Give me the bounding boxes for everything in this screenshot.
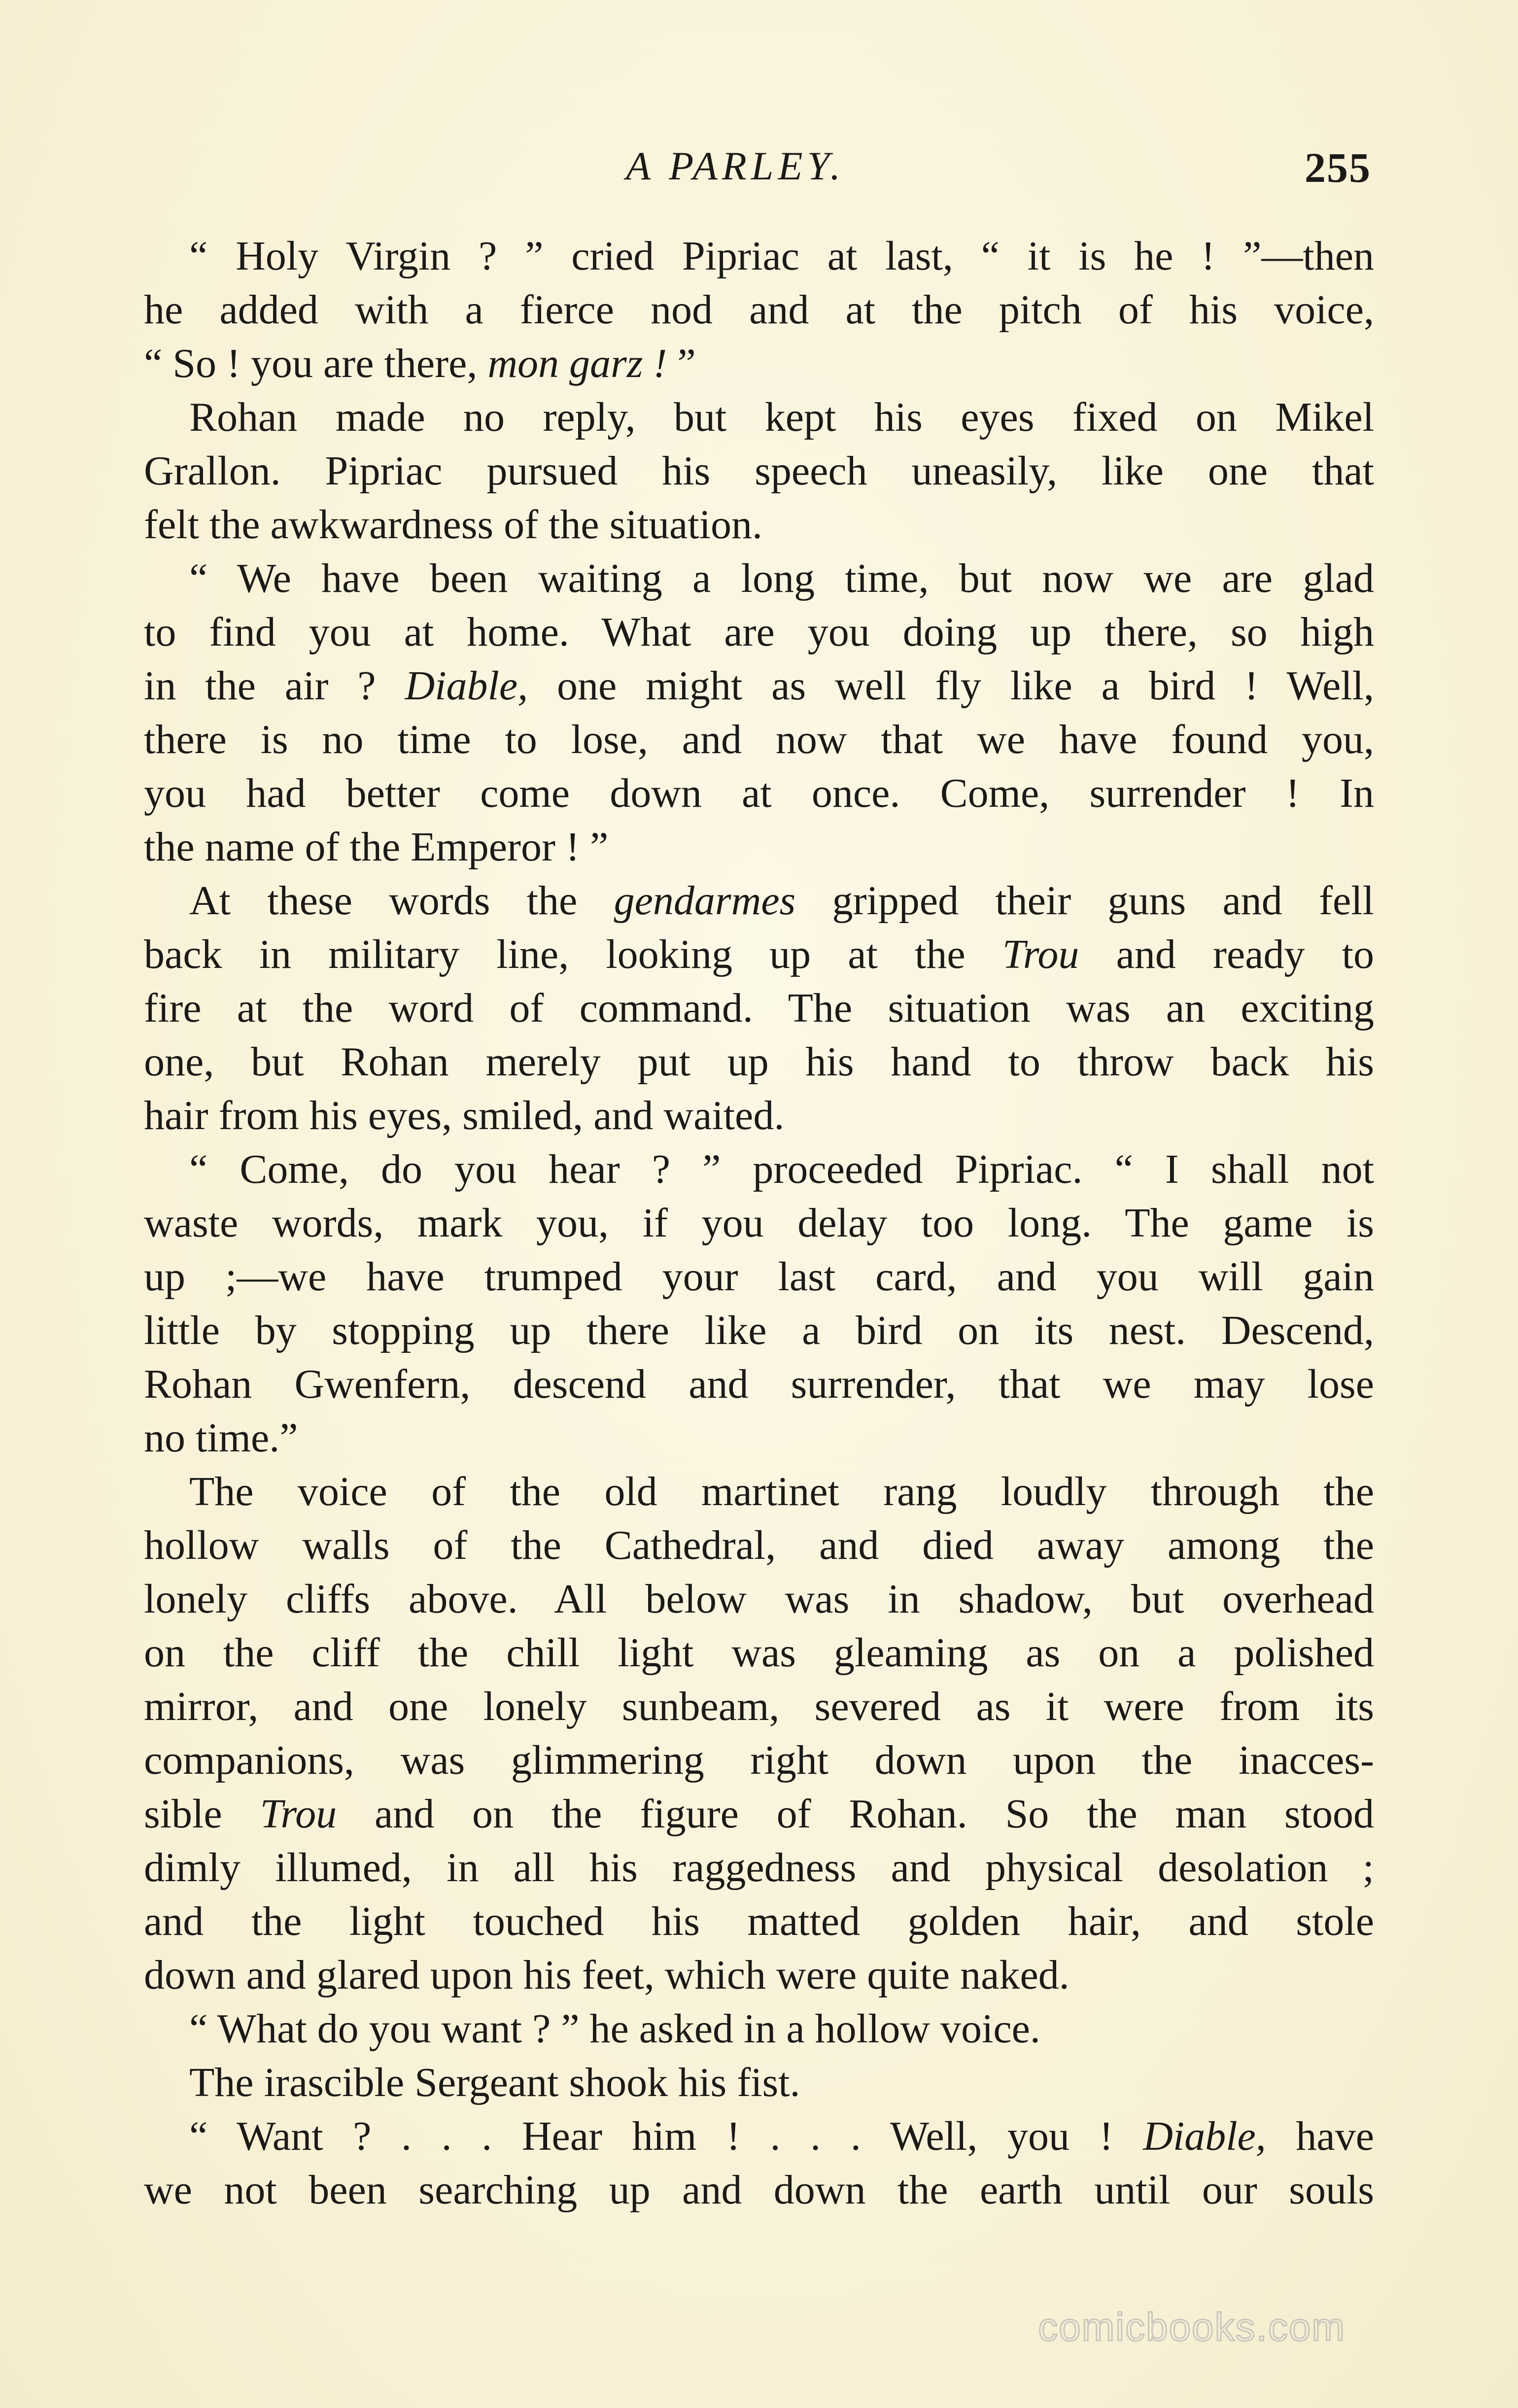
text-line: felt the awkwardness of the situation. bbox=[144, 502, 762, 548]
text-line: fire at the word of command. The situation was an exciting bbox=[144, 985, 1374, 1031]
text-line: there is no time to lose, and now that we have found you, bbox=[144, 717, 1374, 762]
watermark: comicbooks.com bbox=[1038, 2305, 1346, 2349]
text-line: “ What do you want ? ” he asked in a hollow voice. bbox=[189, 2006, 1040, 2052]
text-line: waste words, mark you, if you delay too long. The game is bbox=[144, 1200, 1374, 1246]
text-line: and the light touched his matted golden hair, and stole bbox=[144, 1898, 1374, 1944]
text-line: Rohan Gwenfern, descend and surrender, that we may lose bbox=[144, 1361, 1374, 1407]
text-line: you had better come down at once. Come, surrender ! In bbox=[144, 770, 1374, 816]
text-line: “ Come, do you hear ? ” proceeded Pipriac. “ I shall not bbox=[189, 1146, 1374, 1192]
text-line: down and glared upon his feet, which were quite naked. bbox=[144, 1952, 1070, 1998]
running-head bbox=[0, 143, 1518, 202]
text-line: companions, was glimmering right down upon the inacces- bbox=[144, 1737, 1374, 1783]
text-line: to find you at home. What are you doing up there, so high bbox=[144, 609, 1374, 655]
running-title: A PARLEY. bbox=[626, 143, 845, 188]
text-line: on the cliff the chill light was gleaming as on a polished bbox=[144, 1630, 1374, 1676]
text-line: one, but Rohan merely put up his hand to throw back his bbox=[144, 1039, 1374, 1085]
text-line: he added with a fierce nod and at the pitch of his voice, bbox=[144, 287, 1374, 333]
text-line: Rohan made no reply, but kept his eyes fixed on Mikel bbox=[189, 394, 1374, 440]
text-line: little by stopping up there like a bird on its nest. Descend, bbox=[144, 1307, 1374, 1353]
text-line: dimly illumed, in all his raggedness and physical desolation ; bbox=[144, 1845, 1374, 1891]
text-line: up ;—we have trumped your last card, and you will gain bbox=[144, 1254, 1374, 1300]
text-line: “ Holy Virgin ? ” cried Pipriac at last, “ it is he ! ”—then bbox=[189, 233, 1374, 279]
text-line: back in military line, looking up at the Trou and ready to bbox=[144, 931, 1374, 977]
text-line: Grallon. Pipriac pursued his speech uneasily, like one that bbox=[144, 448, 1374, 494]
page-number: 255 bbox=[1305, 144, 1371, 191]
text-line: the name of the Emperor ! ” bbox=[144, 824, 609, 870]
text-line: At these words the gendarmes gripped their guns and fell bbox=[189, 878, 1374, 924]
text-line: “ So ! you are there, mon garz ! ” bbox=[144, 341, 696, 386]
text-line: “ Want ? . . . Hear him ! . . . Well, you ! Diable, have bbox=[189, 2113, 1374, 2159]
text-line: lonely cliffs above. All below was in shadow, but overhead bbox=[144, 1576, 1374, 1622]
text-line: hair from his eyes, smiled, and waited. bbox=[144, 1093, 785, 1138]
text-line: no time.” bbox=[144, 1415, 298, 1461]
text-line: The voice of the old martinet rang loudly through the bbox=[189, 1469, 1374, 1514]
text-line: sible Trou and on the figure of Rohan. So the man stood bbox=[144, 1791, 1374, 1837]
text-line: The irascible Sergeant shook his fist. bbox=[189, 2060, 800, 2105]
text-line: we not been searching up and down the earth until our souls bbox=[144, 2167, 1374, 2213]
text-line: hollow walls of the Cathedral, and died away among the bbox=[144, 1522, 1374, 1568]
text-line: “ We have been waiting a long time, but now we are glad bbox=[189, 555, 1374, 601]
body-text bbox=[144, 229, 1374, 2217]
text-line: in the air ? Diable, one might as well fly like a bird ! Well, bbox=[144, 663, 1374, 709]
text-line: mirror, and one lonely sunbeam, severed as it were from its bbox=[144, 1684, 1374, 1729]
